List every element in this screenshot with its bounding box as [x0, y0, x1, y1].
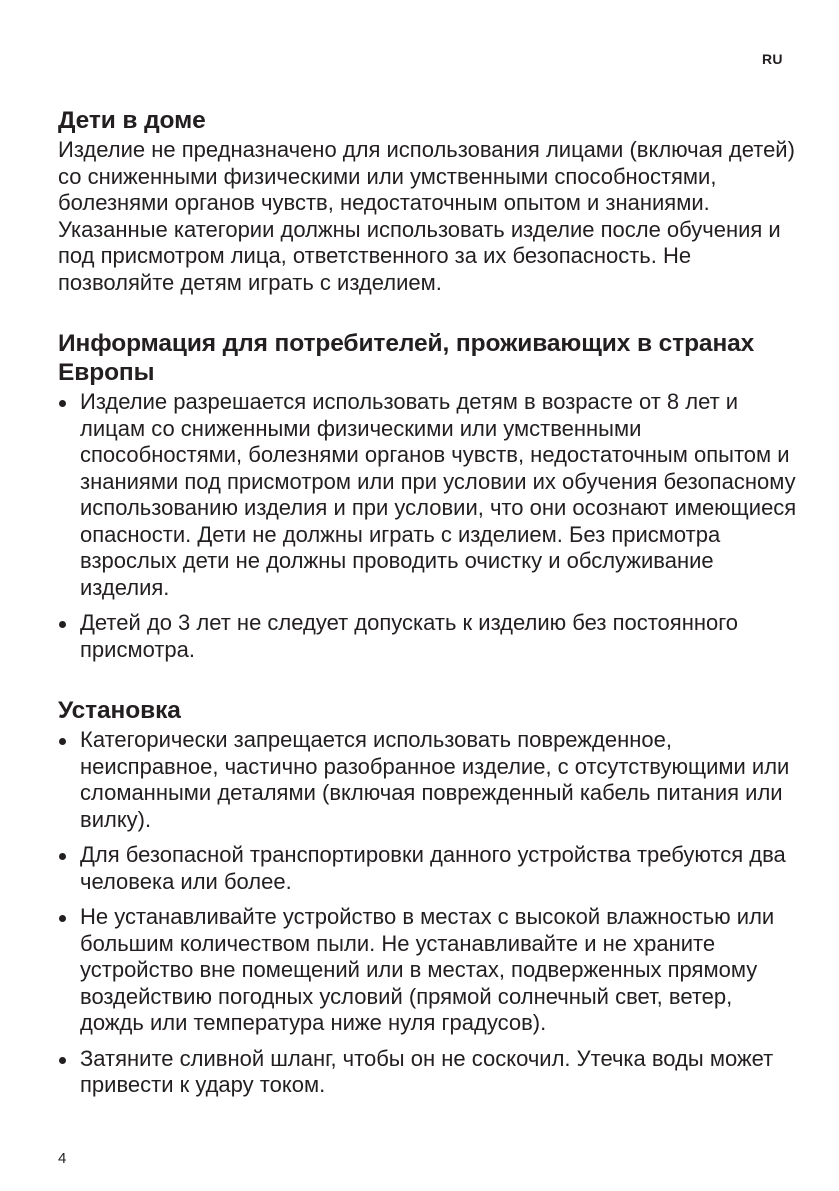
section-children-at-home	[58, 106, 798, 296]
bullet-list	[58, 727, 798, 1099]
list-item: Затяните сливной шланг, чтобы он не соскочил. Утечка воды может привести к удару током.	[58, 1046, 798, 1099]
list-item: Для безопасной транспортировки данного устройства требуются два человека или более.	[58, 842, 798, 895]
section-title: Информация для потребителей, проживающих в странах Европы	[58, 330, 755, 386]
section-installation	[58, 696, 798, 1099]
bullet-list	[58, 389, 798, 663]
list-item: Категорически запрещается использовать поврежденное, неисправное, частично разобранное изделие, с отсутствующими или сломанными деталями (включая поврежденный кабель питания или вилку).	[58, 727, 798, 833]
list-item: Не устанавливайте устройство в местах с высокой влажностью или большим количеством пыли. Не устанавливайте и не храните устройство вне помещений или в местах, подверженных прямому воздействию погодных условий (прямой солнечный свет, ветер, дождь или температура ниже нуля градусов).	[58, 904, 798, 1037]
language-code: RU	[762, 51, 783, 67]
section-title: Дети в доме	[58, 107, 206, 134]
section-eu-consumers	[58, 329, 798, 663]
list-item: Изделие разрешается использовать детям в возрасте от 8 лет и лицам со сниженными физическими или умственными способностями, болезнями органов чувств, недостаточным опытом и знаниями под присмотром или при условии их обучения безопасному использованию изделия и при условии, что они осознают имеющиеся опасности. Дети не должны играть с изделием. Без присмотра взрослых дети не должны проводить очистку и обслуживание изделия.	[58, 389, 798, 601]
page-number: 4	[58, 1150, 67, 1167]
page-content	[58, 106, 798, 1132]
section-title: Установка	[58, 697, 181, 724]
section-paragraph: Изделие не предназначено для использования лицами (включая детей) со сниженными физическими или умственными способностями, болезнями органов чувств, недостаточным опытом и знаниями. Указанные категории должны использовать изделие после обучения и под присмотром лица, ответственного за их безопасность. Не позволяйте детям играть с изделием.	[58, 137, 795, 295]
list-item: Детей до 3 лет не следует допускать к изделию без постоянного присмотра.	[58, 610, 798, 663]
